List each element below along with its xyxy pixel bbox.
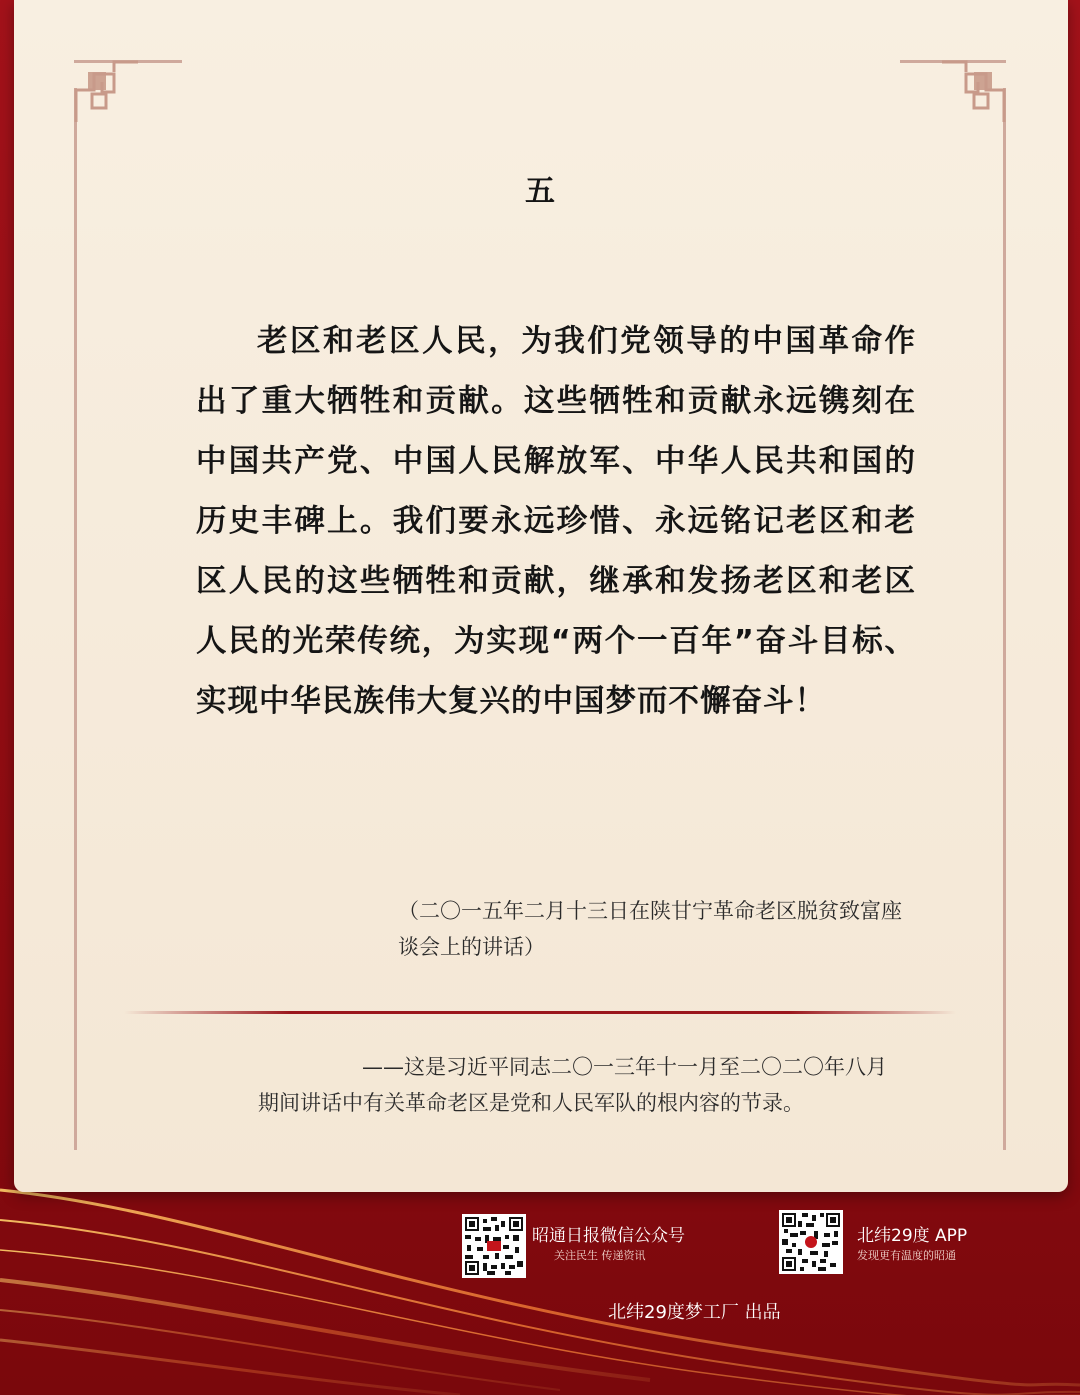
- app-qr-code[interactable]: [779, 1210, 843, 1274]
- qr-code-icon: [465, 1217, 523, 1275]
- fret-corner-ornament-right: [936, 56, 1006, 126]
- divider-line: [124, 1011, 956, 1014]
- frame-left-border: [74, 88, 77, 1150]
- speech-source-note: （二〇一五年二月十三日在陕甘宁革命老区脱贫致富座谈会上的讲话）: [398, 899, 902, 959]
- wechat-account-tagline: 关注民生 传递资讯: [554, 1249, 646, 1262]
- wechat-qr-code[interactable]: [462, 1214, 526, 1278]
- quote-body: 老区和老区人民，为我们党领导的中国革命作出了重大牺牲和贡献。这些牺牲和贡献永远镌刻在中国共产党、中国人民解放军、中华人民共和国的历史丰碑上。我们要永远珍惜、永远铭记老区和老区人民的这些牺牲和贡献，继承和发扬老区和老区人民的光荣传统，为实现“两个一百年”奋斗目标、实现中华民族伟大复兴的中国梦而不懈奋斗！: [196, 324, 916, 719]
- footnote-line-1: ——这是习近平同志二〇一三年十一月至二〇二〇年八月: [362, 1055, 887, 1079]
- frame-right-border: [1003, 88, 1006, 1150]
- footnote-line-2: 期间讲话中有关革命老区是党和人民军队的根内容的节录。: [258, 1091, 804, 1115]
- qr-code-icon: [782, 1213, 840, 1271]
- producer-credit: 北纬29度梦工厂 出品: [608, 1302, 781, 1323]
- excerpt-footnote: [258, 1049, 970, 1121]
- fret-corner-ornament-left: [74, 56, 144, 126]
- app-name: 北纬29度 APP: [857, 1226, 968, 1246]
- section-number: 五: [525, 174, 555, 209]
- app-tagline: 发现更有温度的昭通: [857, 1249, 956, 1262]
- wechat-account-name: 昭通日报微信公众号: [532, 1226, 685, 1246]
